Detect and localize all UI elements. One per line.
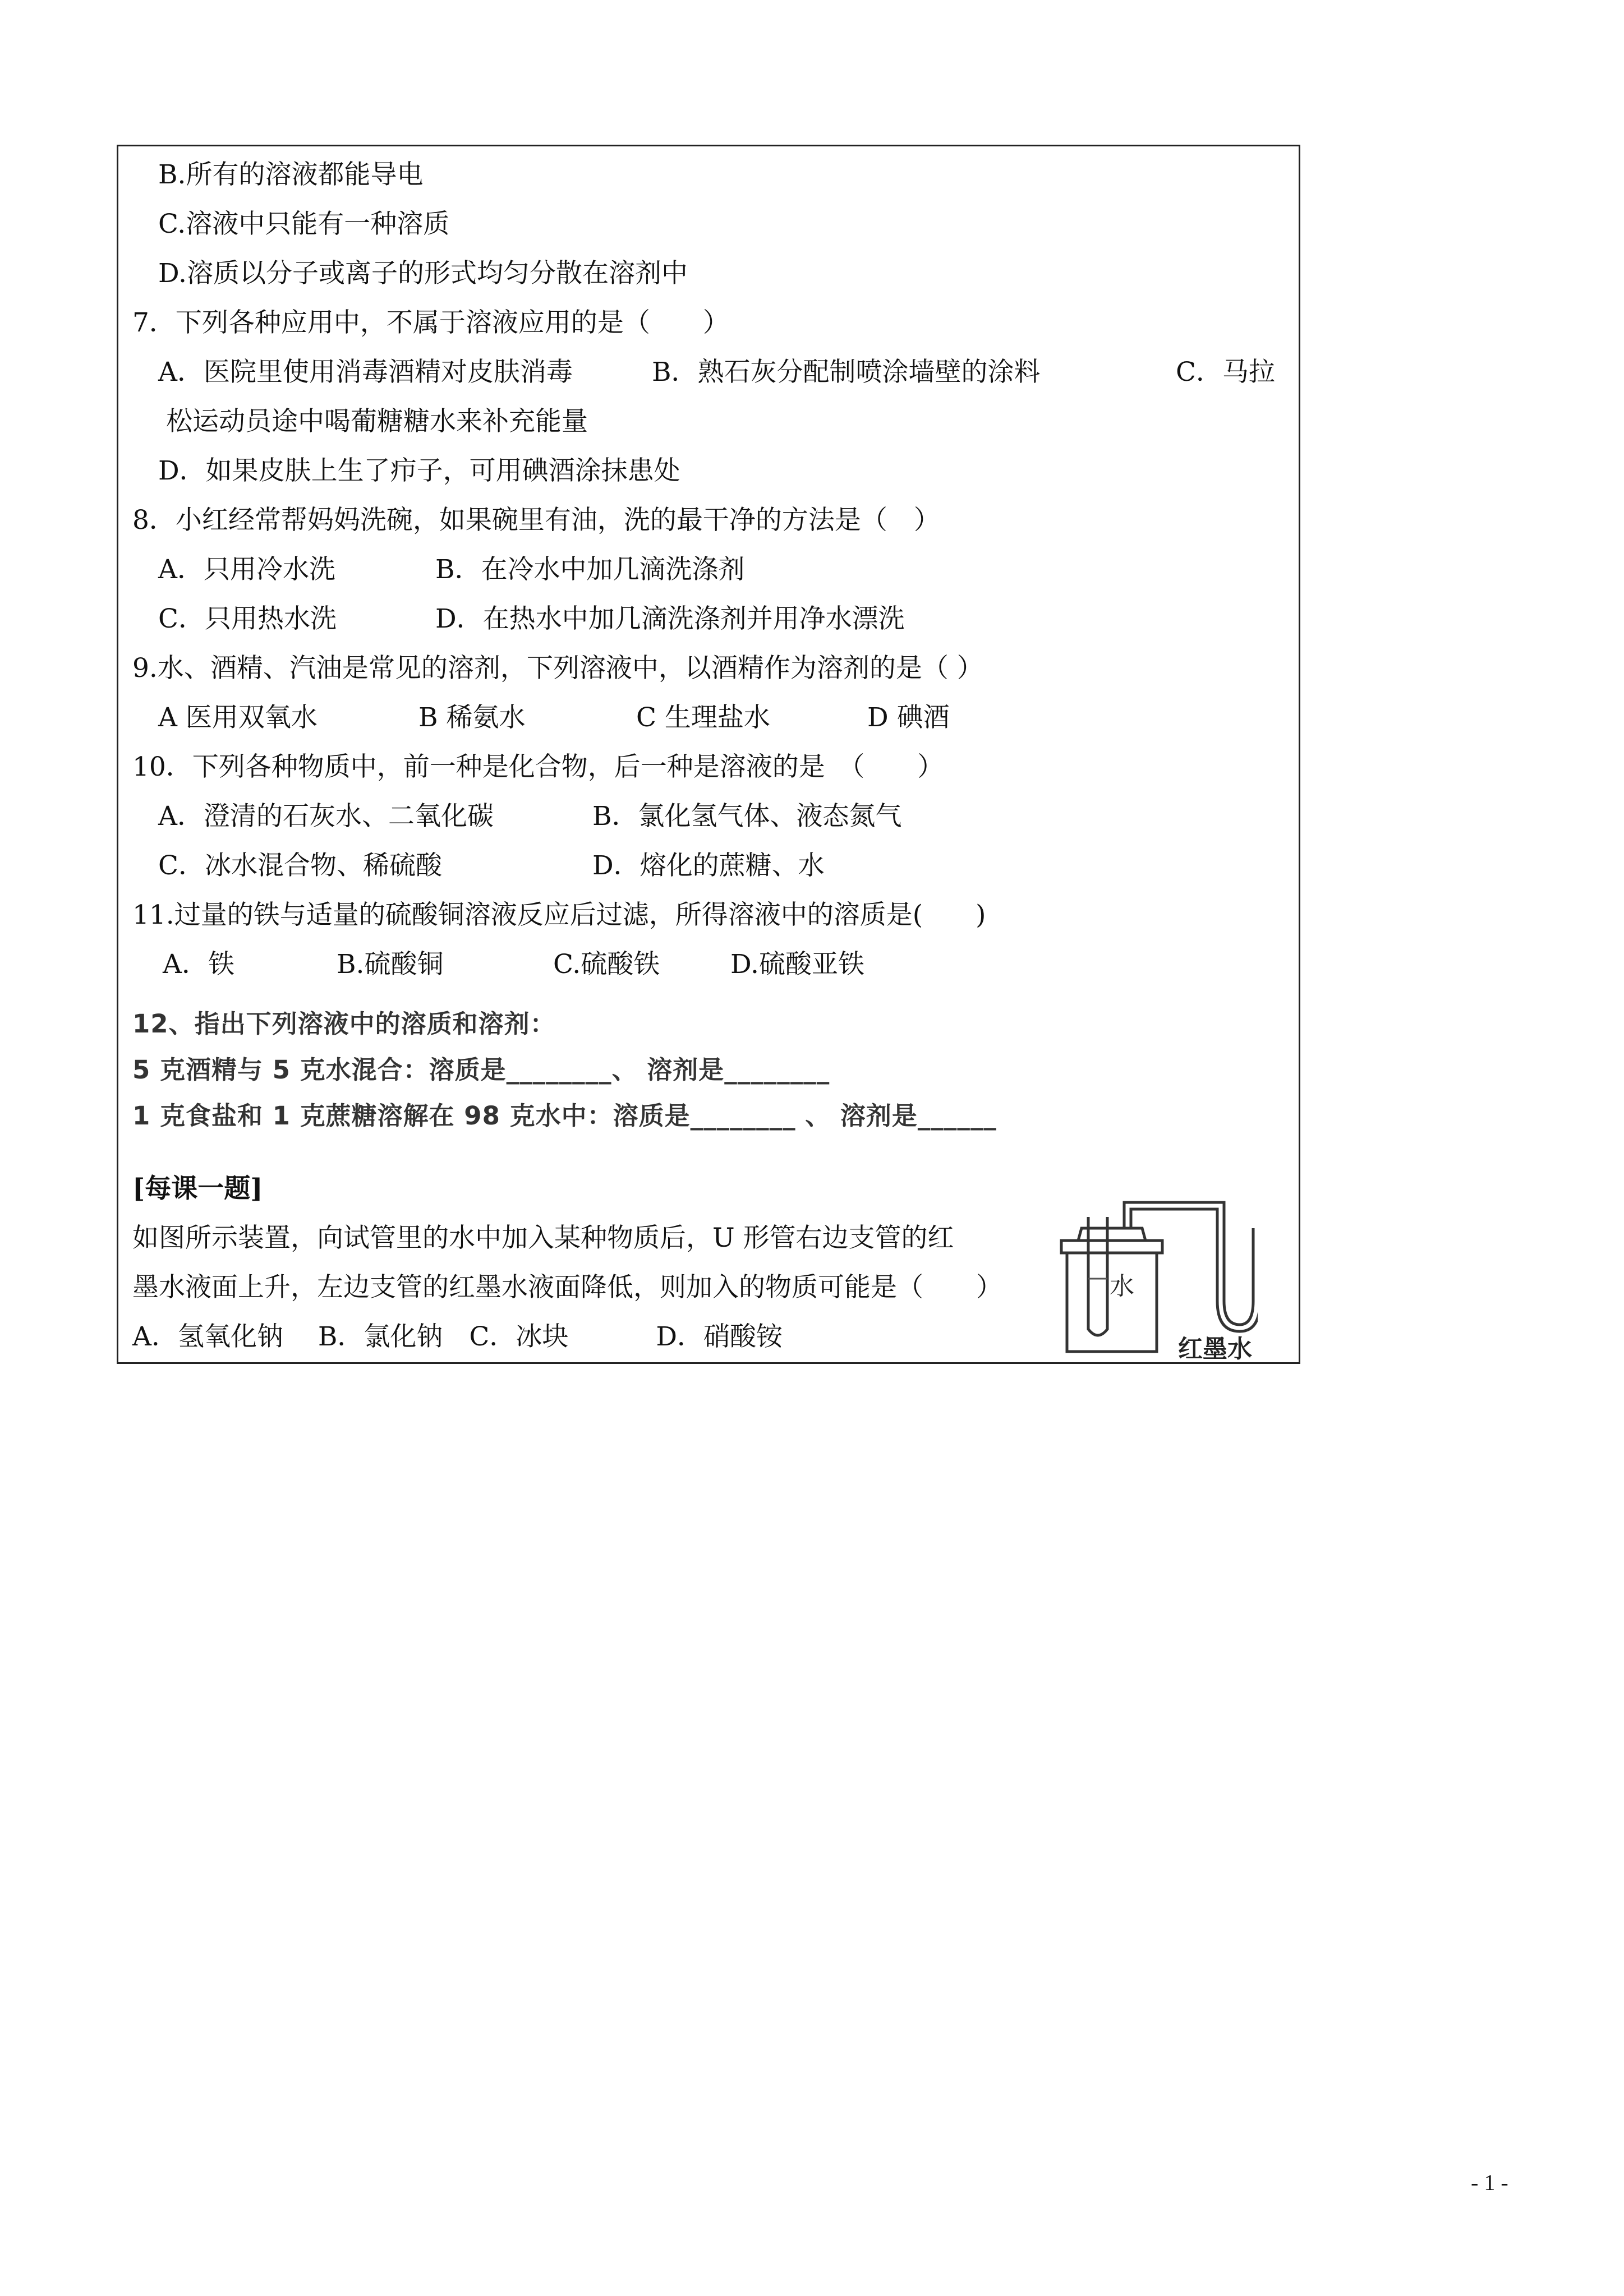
page-number: - 1 -	[1471, 2170, 1508, 2195]
q7-option-b: B．熟石灰分配制喷涂墙壁的涂料	[652, 357, 1041, 388]
q10-option-b: B．氯化氢气体、液态氮气	[592, 801, 902, 832]
q8-stem: 8．小红经常帮妈妈洗碗，如果碗里有油，洗的最干净的方法是（ ）	[132, 505, 940, 536]
q6-option-c: C.溶液中只能有一种溶质	[158, 209, 450, 239]
q12-stem: 12、指出下列溶液中的溶质和溶剂：	[132, 1009, 556, 1039]
daily-question-heading: [每课一题]	[132, 1173, 263, 1204]
stopper	[1061, 1241, 1162, 1253]
daily-question-text-1: 如图所示装置，向试管里的水中加入某种物质后，U 形管右边支管的红	[132, 1223, 954, 1253]
daily-question-text-2: 墨水液面上升，左边支管的红墨水液面降低，则加入的物质可能是（ ）	[132, 1272, 1002, 1303]
connecting-tube-inner	[1131, 1209, 1217, 1301]
q10-stem: 10．下列各种物质中，前一种是化合物，后一种是溶液的是 （ ）	[132, 751, 944, 782]
q11-option-d: D.硫酸亚铁	[730, 949, 864, 980]
q8-option-a: A．只用冷水洗	[158, 554, 335, 585]
q10-option-a: A．澄清的石灰水、二氧化碳	[158, 801, 494, 832]
q8-option-c: C．只用热水洗	[158, 603, 337, 634]
q10-option-c: C．冰水混合物、稀硫酸	[158, 850, 442, 881]
bottle-outline	[1067, 1251, 1157, 1352]
q10-option-d: D．熔化的蔗糖、水	[592, 850, 825, 881]
q7-stem: 7．下列各种应用中，不属于溶液应用的是（ ）	[132, 307, 729, 338]
q9-option-b: B 稀氨水	[418, 702, 526, 733]
q11-option-a: A．铁	[163, 949, 234, 980]
daily-question-options: A．氢氧化钠 B．氯化钠 C．冰块 D．硝酸铵	[132, 1321, 783, 1352]
test-tube	[1088, 1217, 1107, 1335]
q6-option-b: B.所有的溶液都能导电	[158, 159, 424, 190]
q7-option-c-continued: 松运动员途中喝葡糖糖水来补充能量	[166, 406, 588, 437]
q9-option-c: C 生理盐水	[636, 702, 770, 733]
q9-stem: 9.水、酒精、汽油是常见的溶剂，下列溶液中，以酒精作为溶剂的是（ ）	[132, 653, 983, 684]
q11-option-b: B.硫酸铜	[337, 949, 444, 980]
q8-option-b: B．在冷水中加几滴洗涤剂	[435, 554, 745, 585]
q12-line-2: 1 克食盐和 1 克蔗糖溶解在 98 克水中：溶质是________ 、 溶剂是______	[132, 1101, 997, 1131]
u-tube	[1224, 1228, 1253, 1325]
water-label: 水	[1110, 1272, 1134, 1301]
q8-option-d: D．在热水中加几滴洗涤剂并用净水漂洗	[435, 603, 905, 634]
q11-option-c: C.硫酸铁	[553, 949, 660, 980]
q6-option-d: D.溶质以分子或离子的形式均匀分散在溶剂中	[158, 258, 688, 289]
q9-option-a: A 医用双氧水	[158, 702, 318, 733]
q9-option-d: D 碘酒	[867, 702, 950, 733]
q7-option-a: A．医院里使用消毒酒精对皮肤消毒	[158, 357, 573, 388]
q7-option-c: C．马拉	[1176, 357, 1275, 388]
red-ink-label: 红墨水	[1178, 1335, 1252, 1363]
q11-stem: 11.过量的铁与适量的硫酸铜溶液反应后过滤，所得溶液中的溶质是( )	[132, 900, 986, 930]
q12-line-1: 5 克酒精与 5 克水混合：溶质是________、 溶剂是________	[132, 1055, 830, 1085]
apparatus-figure	[1056, 1195, 1258, 1363]
q7-option-d: D．如果皮肤上生了疖子，可用碘酒涂抹患处	[158, 455, 680, 486]
